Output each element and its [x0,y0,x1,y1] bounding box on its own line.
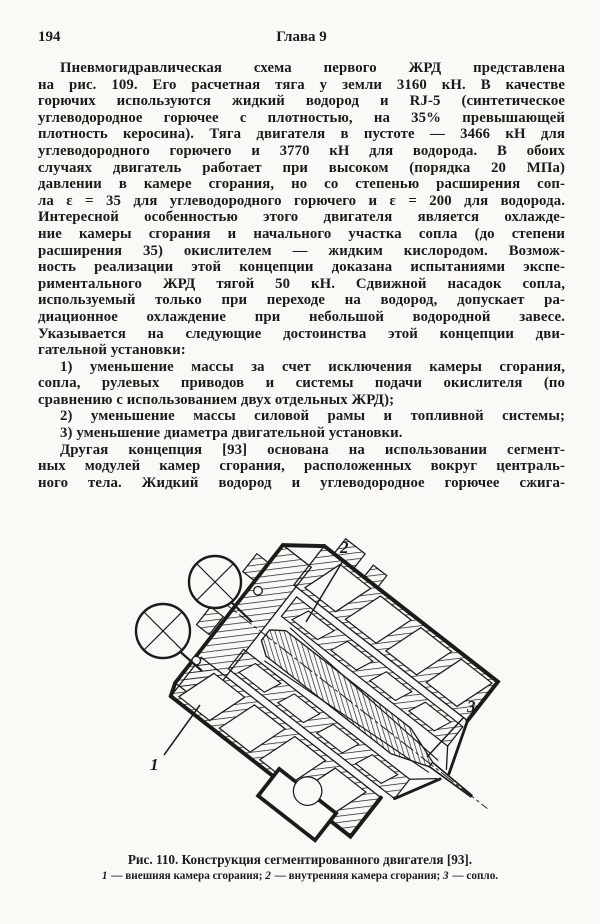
text-line: давлении в камере сгорания, но со степенью расширения соп- [38,176,565,193]
legend-item-text: — сопло. [449,870,499,883]
text-line: расширения 35) окислителем — жидким кислородом. Возмож- [38,242,565,259]
injector-sphere-2 [136,604,202,671]
body-text [0,60,600,491]
text-line: Указывается на следующие достоинства этой концепции дви- [38,325,565,342]
chapter-title: Глава 9 [276,29,327,45]
text-line: плотность керосина). Тяга двигателя в пустоте — 3466 кН для [38,126,565,143]
legend-item-text: — внешняя камера сгорания; [108,870,266,883]
text-line: ных модулей камер сгорания, расположенных вокруг централь- [38,458,565,475]
figure-area [0,491,600,851]
text-line: сопла, рулевых приводов и системы подачи окислителя (по [38,375,565,392]
text-line: диационное охлаждение при небольшой водородной завесе. [38,308,565,325]
text-line: 3) уменьшение диаметра двигательной установки. [60,425,403,442]
text-line: риментального ЖРД тягой 50 кН. Сдвижной насадок сопла, [38,275,565,292]
running-head [0,0,600,47]
text-line: на рис. 109. Его расчетная тяга у земли 3160 кН. В качестве [38,76,565,93]
text-line: горючих используются жидкий водород и RJ-5 (синтетическое [38,93,565,110]
page-number: 194 [38,29,61,45]
text-line: Интересной особенностью этого двигателя является охлажде- [38,209,565,226]
legend-item-text: — внутренняя камера сгорания; [271,870,444,883]
text-line: Пневмогидравлическая схема первого ЖРД представлена [60,60,565,76]
text-line: ность реализации этой концепции доказана испытаниями экспе- [38,259,565,276]
text-line: ного тела. Жидкий водород и углеводородное горючее сжига- [38,474,565,491]
legend-item-number: 2 [265,870,271,883]
text-line: ние камеры сгорания и начального участка сопла (до степени [38,225,565,242]
text-line: 2) уменьшение массы силовой рамы и топливной системы; [60,408,565,425]
legend-item-number: 3 [443,870,449,883]
figure-label-1: 1 [150,755,159,775]
text-line: ла ε = 35 для углеводородного горючего и ε = 200 для водорода. [38,192,565,209]
text-line: сравнению с использованием двух отдельных ЖРД); [38,391,395,408]
text-line: Другая концепция [93] основана на использовании сегмент- [60,441,565,458]
figure-label-2: 2 [340,538,349,558]
text-line: гательной установки: [38,342,186,359]
legend-item-number: 1 [101,870,108,883]
injector-sphere-1 [189,556,252,622]
text-line: случаях двигатель работает при высоком (порядка 20 МПа) [38,159,565,176]
text-line: углеводородного горючего и 3770 кН для водорода. В обоих [38,142,565,159]
text-line: 1) уменьшение массы за счет исключения камеры сгорания, [60,358,565,375]
leader-line-1 [164,705,200,755]
figure-caption: Рис. 110. Конструкция сегментированного двигателя [93]. [127,852,473,868]
text-line: углеводородное горючее с плотностью, на 35% превышающей [38,109,565,126]
figure-label-3: 3 [467,697,476,717]
figure-legend [0,869,600,883]
text-line: используемый только при переходе на водород, допускает ра- [38,292,565,309]
engine-cutaway-figure [0,491,600,851]
